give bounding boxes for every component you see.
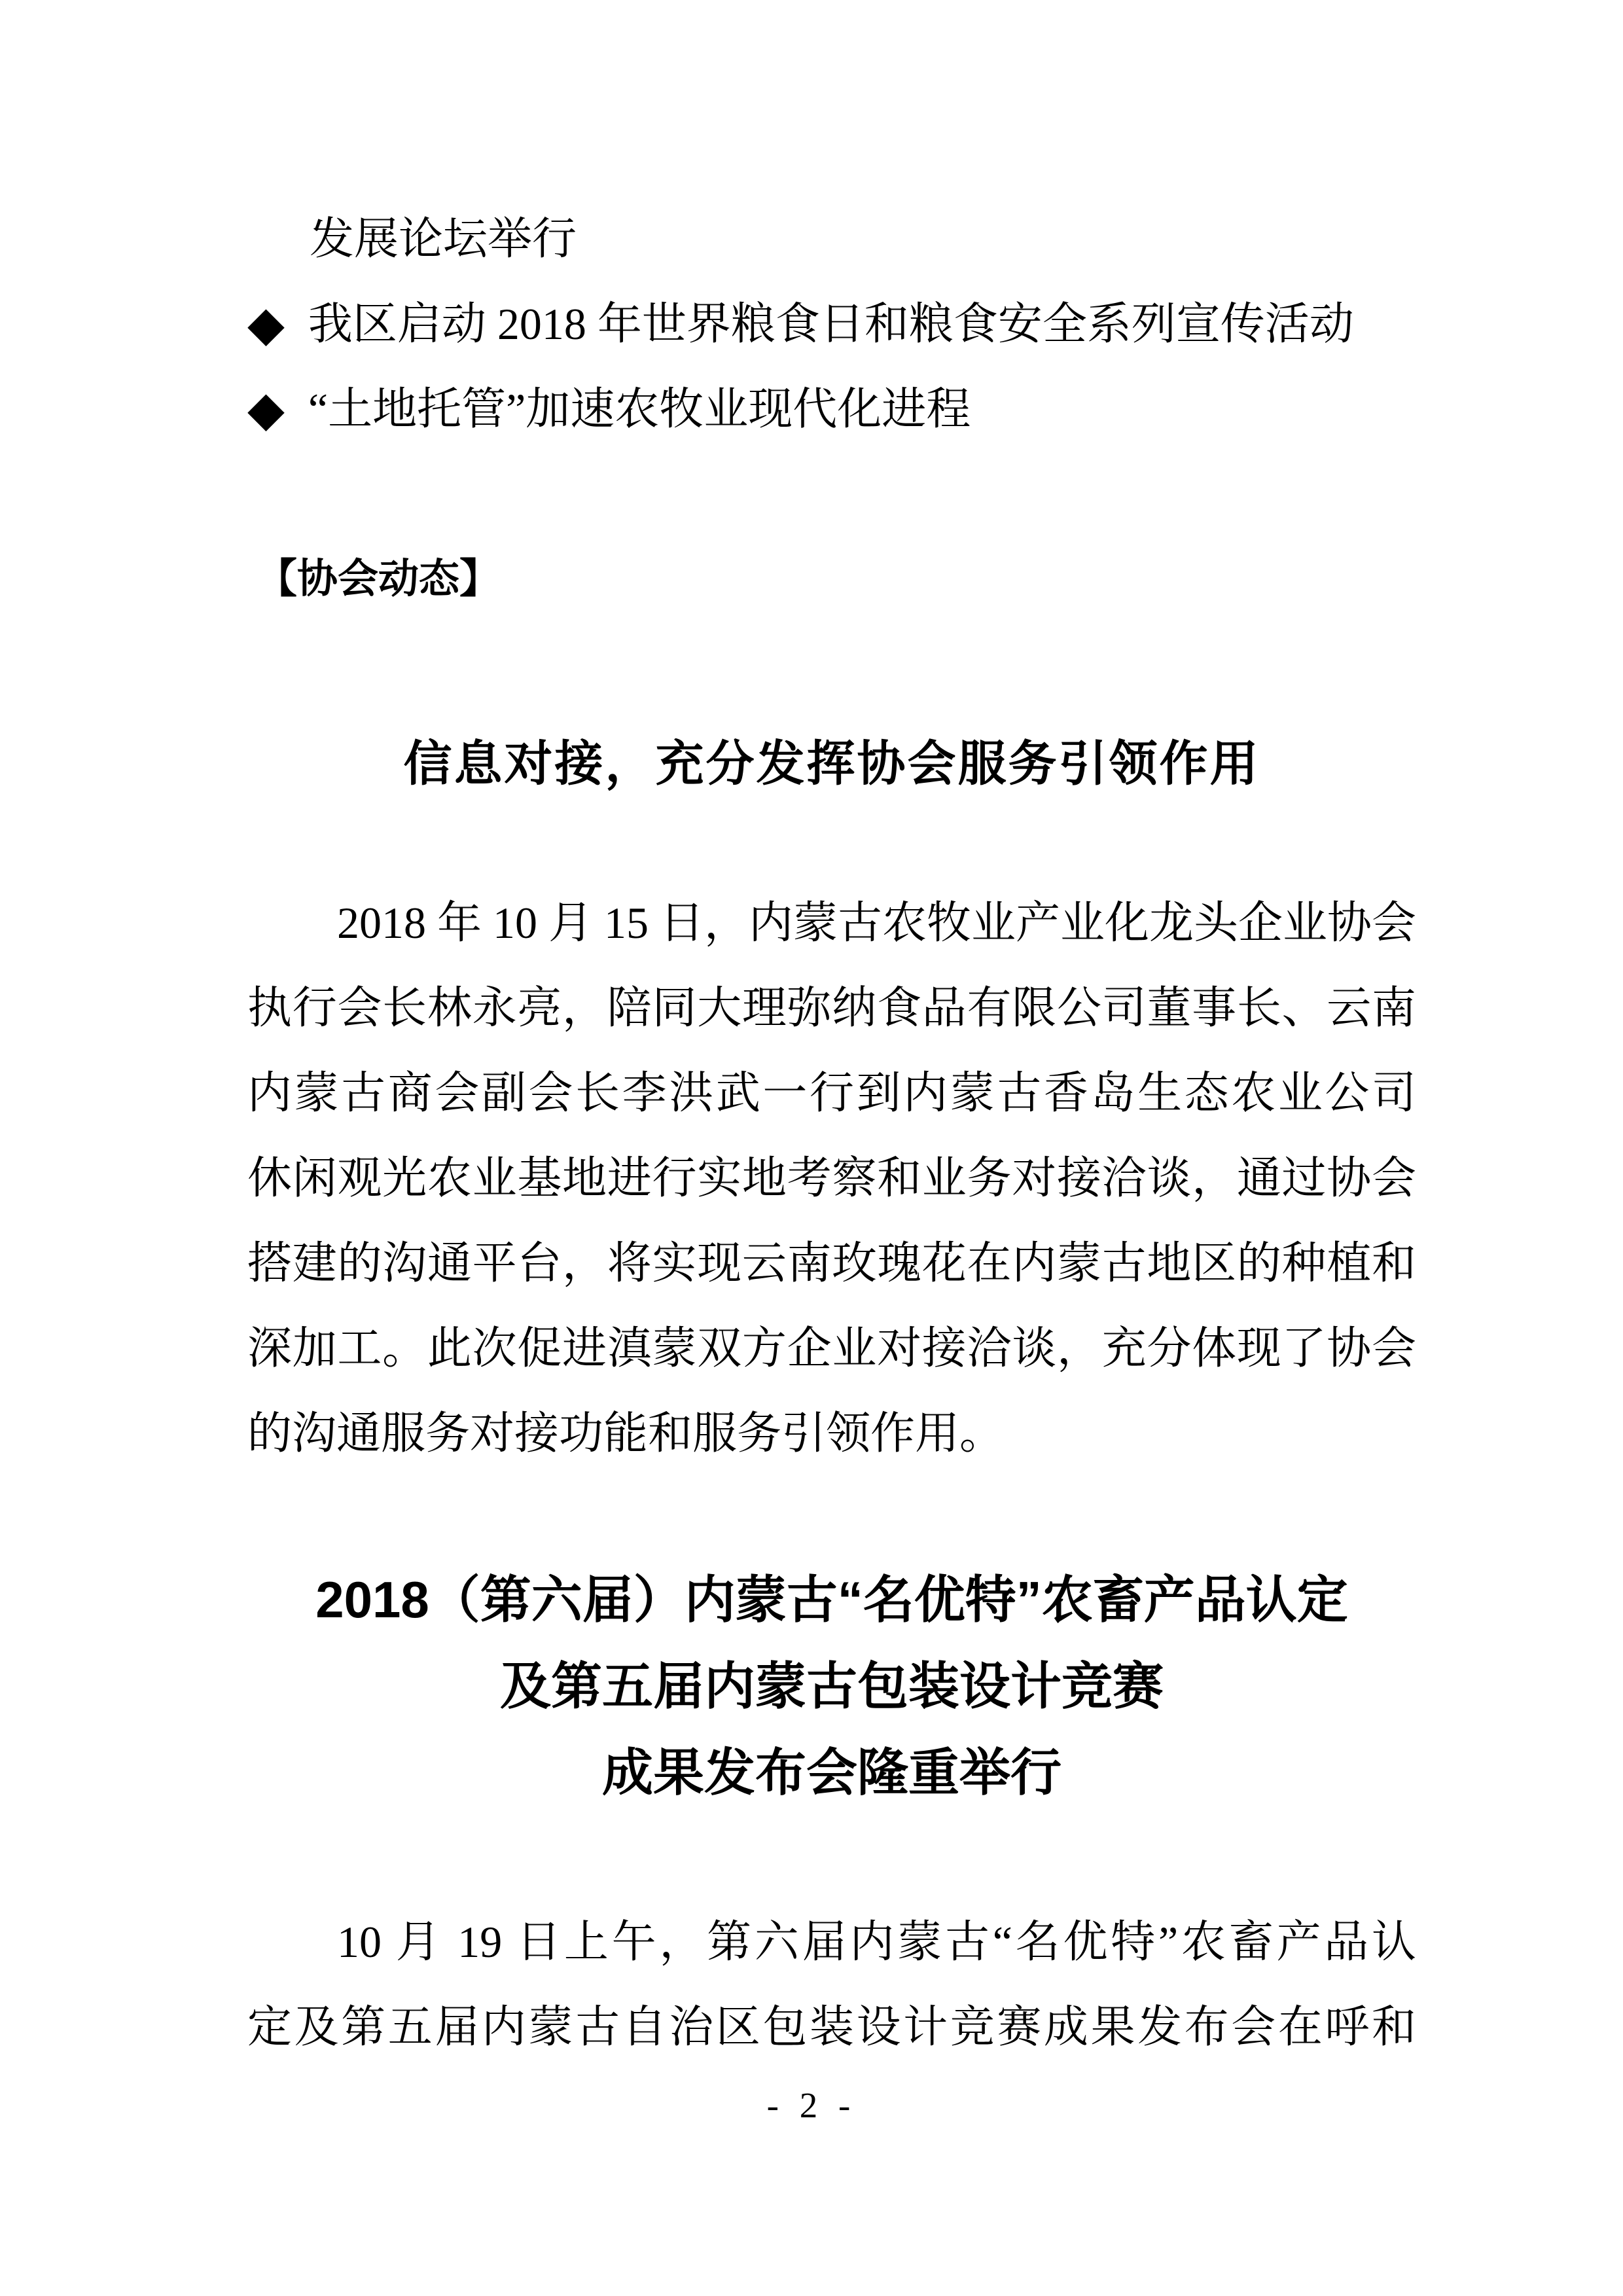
article-title-line: 2018（第六届）内蒙古“名优特”农畜产品认定 bbox=[315, 1571, 1348, 1628]
toc-bullet-item bbox=[247, 367, 971, 452]
paragraph-line: 2018 年 10 月 15 日，内蒙古农牧业产业化龙头企业协会 bbox=[337, 898, 1417, 948]
paragraph-line: 10 月 19 日上午，第六届内蒙古“名优特”农畜产品认 bbox=[337, 1917, 1416, 1967]
paragraph-line: 搭建的沟通平台，将实现云南玫瑰花在内蒙古地区的种植和 bbox=[247, 1238, 1416, 1288]
paragraph-line: 内蒙古商会副会长李洪武一行到内蒙古香岛生态农业公司 bbox=[247, 1068, 1416, 1118]
paragraph-line: 定及第五届内蒙古自治区包装设计竞赛成果发布会在呼和 bbox=[247, 2002, 1416, 2052]
article-title bbox=[247, 1556, 1416, 1816]
paragraph-line: 深加工。此次促进滇蒙双方企业对接洽谈，充分体现了协会 bbox=[247, 1323, 1416, 1373]
toc-bullet-text: “土地托管”加速农牧业现代化进程 bbox=[308, 384, 971, 434]
article-title-line: 成果发布会隆重举行 bbox=[601, 1744, 1061, 1801]
toc-hanging-line: 发展论坛举行 bbox=[310, 214, 577, 264]
article-title-line: 及第五届内蒙古包装设计竞赛 bbox=[499, 1657, 1164, 1715]
diamond-bullet-icon: ◆ bbox=[247, 296, 285, 352]
article-title: 信息对接，充分发挥协会服务引领作用 bbox=[403, 736, 1260, 791]
paragraph-line: 休闲观光农业基地进行实地考察和业务对接洽谈，通过协会 bbox=[247, 1153, 1416, 1203]
diamond-bullet-icon: ◆ bbox=[247, 381, 285, 437]
paragraph-line: 执行会长林永亮，陪同大理弥纳食品有限公司董事长、云南 bbox=[247, 983, 1416, 1033]
article-paragraph bbox=[247, 880, 1416, 1476]
page-number: - 2 - bbox=[766, 2085, 857, 2125]
section-header: 【协会动态】 bbox=[257, 556, 501, 601]
toc-bullet-text: 我区启动 2018 年世界粮食日和粮食安全系列宣传活动 bbox=[308, 299, 1354, 349]
paragraph-line: 的沟通服务对接功能和服务引领作用。 bbox=[247, 1408, 1005, 1458]
article-paragraph bbox=[247, 1899, 1416, 2070]
toc-bullet-item bbox=[247, 281, 1354, 367]
